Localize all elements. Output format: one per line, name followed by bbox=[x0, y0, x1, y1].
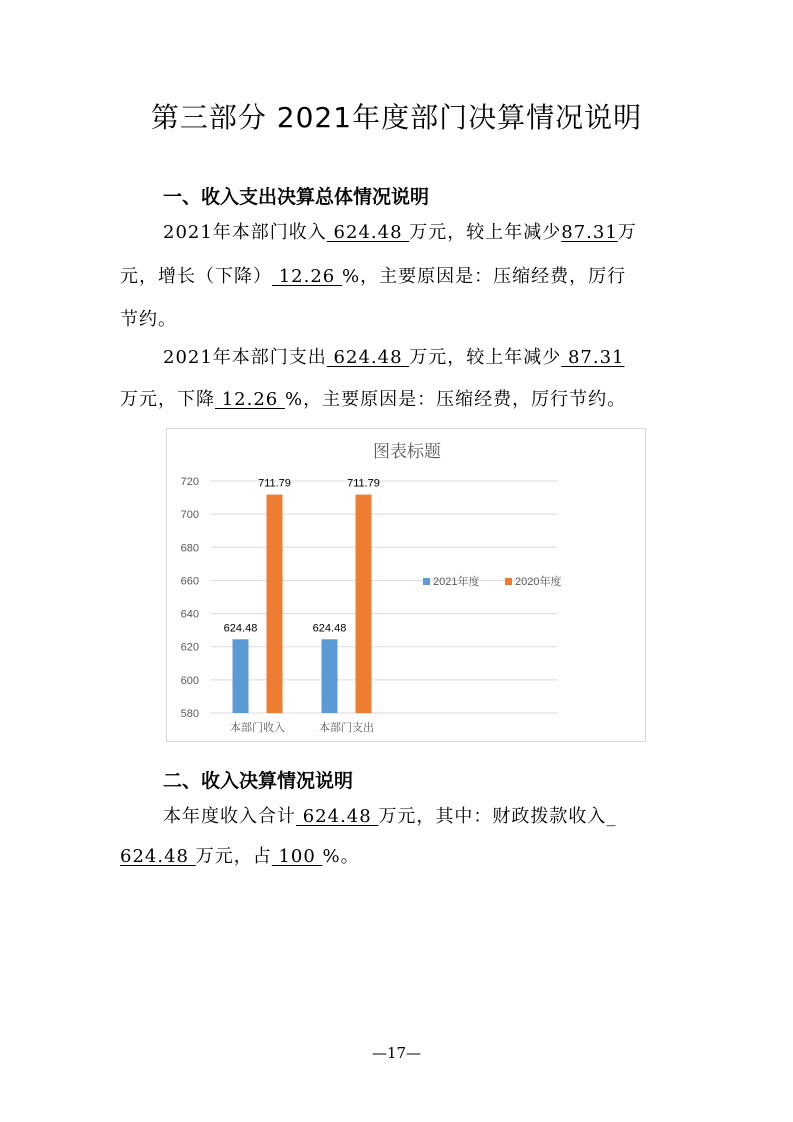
bar-2020 bbox=[356, 495, 372, 713]
text: 万元，较上年减少 bbox=[409, 222, 562, 243]
chart-title: 图表标题 bbox=[373, 442, 441, 461]
paragraph-line bbox=[120, 385, 626, 411]
y-tick-label: 580 bbox=[180, 708, 199, 720]
text: 万元，其中：财政拨款收入 bbox=[378, 806, 607, 827]
chart-svg bbox=[167, 429, 647, 743]
paragraph-line bbox=[163, 218, 637, 244]
y-tick-label: 660 bbox=[180, 575, 199, 588]
paragraph-line bbox=[120, 262, 626, 288]
y-tick-label: 640 bbox=[180, 608, 199, 621]
value-percent: 12.26 bbox=[272, 266, 342, 287]
text: 万元，下降 bbox=[120, 389, 215, 410]
paragraph-line bbox=[163, 343, 625, 369]
value-share: 100 bbox=[271, 846, 323, 867]
value-decrease: 87.31 bbox=[561, 347, 625, 368]
bar-chart bbox=[166, 428, 646, 742]
bar-2021 bbox=[322, 639, 338, 713]
bar-2020 bbox=[267, 495, 283, 713]
value-total-income: 624.48 bbox=[296, 806, 379, 827]
text: 万元，较上年减少 bbox=[409, 347, 562, 368]
text: %。 bbox=[322, 846, 360, 867]
y-tick-label: 600 bbox=[180, 674, 199, 687]
paragraph-line bbox=[163, 802, 616, 828]
value-income: 624.48 bbox=[326, 222, 410, 243]
text: %，主要原因是：压缩经费，厉行节约。 bbox=[284, 389, 627, 410]
page-title: 第三部分 2021年度部门决算情况说明 bbox=[150, 101, 643, 134]
data-label: 624.48 bbox=[312, 622, 347, 635]
data-label: 711.79 bbox=[258, 477, 291, 490]
y-tick-label: 620 bbox=[180, 641, 199, 654]
legend-swatch bbox=[423, 578, 430, 585]
section2-heading: 二、收入决算情况说明 bbox=[163, 770, 354, 792]
value-percent: 12.26 bbox=[215, 389, 285, 410]
underscore: _ bbox=[606, 806, 617, 827]
legend-swatch bbox=[505, 578, 512, 585]
value-fiscal-income: 624.48 bbox=[120, 846, 196, 867]
x-tick-label: 本部门支出 bbox=[319, 722, 374, 734]
paragraph-line: 节约。 bbox=[120, 309, 177, 330]
section1-heading: 一、收入支出决算总体情况说明 bbox=[163, 186, 430, 208]
paragraph-line bbox=[120, 842, 360, 868]
data-label: 711.79 bbox=[347, 477, 380, 490]
y-tick-label: 680 bbox=[180, 542, 199, 555]
value-expense: 624.48 bbox=[326, 347, 410, 368]
y-tick-label: 720 bbox=[180, 476, 199, 488]
text: 2021年本部门支出 bbox=[163, 347, 327, 368]
y-tick-label: 700 bbox=[180, 509, 199, 522]
bar-2021 bbox=[233, 639, 249, 713]
page-number: —17— bbox=[371, 1044, 422, 1062]
text: %，主要原因是：压缩经费，厉行 bbox=[341, 266, 627, 287]
text: 2021年本部门收入 bbox=[163, 222, 327, 243]
x-tick-label: 本部门收入 bbox=[230, 722, 285, 734]
data-label: 624.48 bbox=[223, 622, 258, 635]
text: 万 bbox=[617, 222, 637, 243]
text: 元，增长（下降） bbox=[120, 266, 272, 287]
value-decrease: 87.31 bbox=[561, 222, 618, 243]
text: 万元，占 bbox=[195, 846, 272, 867]
legend-label: 2020年度 bbox=[515, 576, 562, 588]
text: 本年度收入合计 bbox=[163, 806, 296, 827]
legend-label: 2021年度 bbox=[433, 576, 480, 588]
